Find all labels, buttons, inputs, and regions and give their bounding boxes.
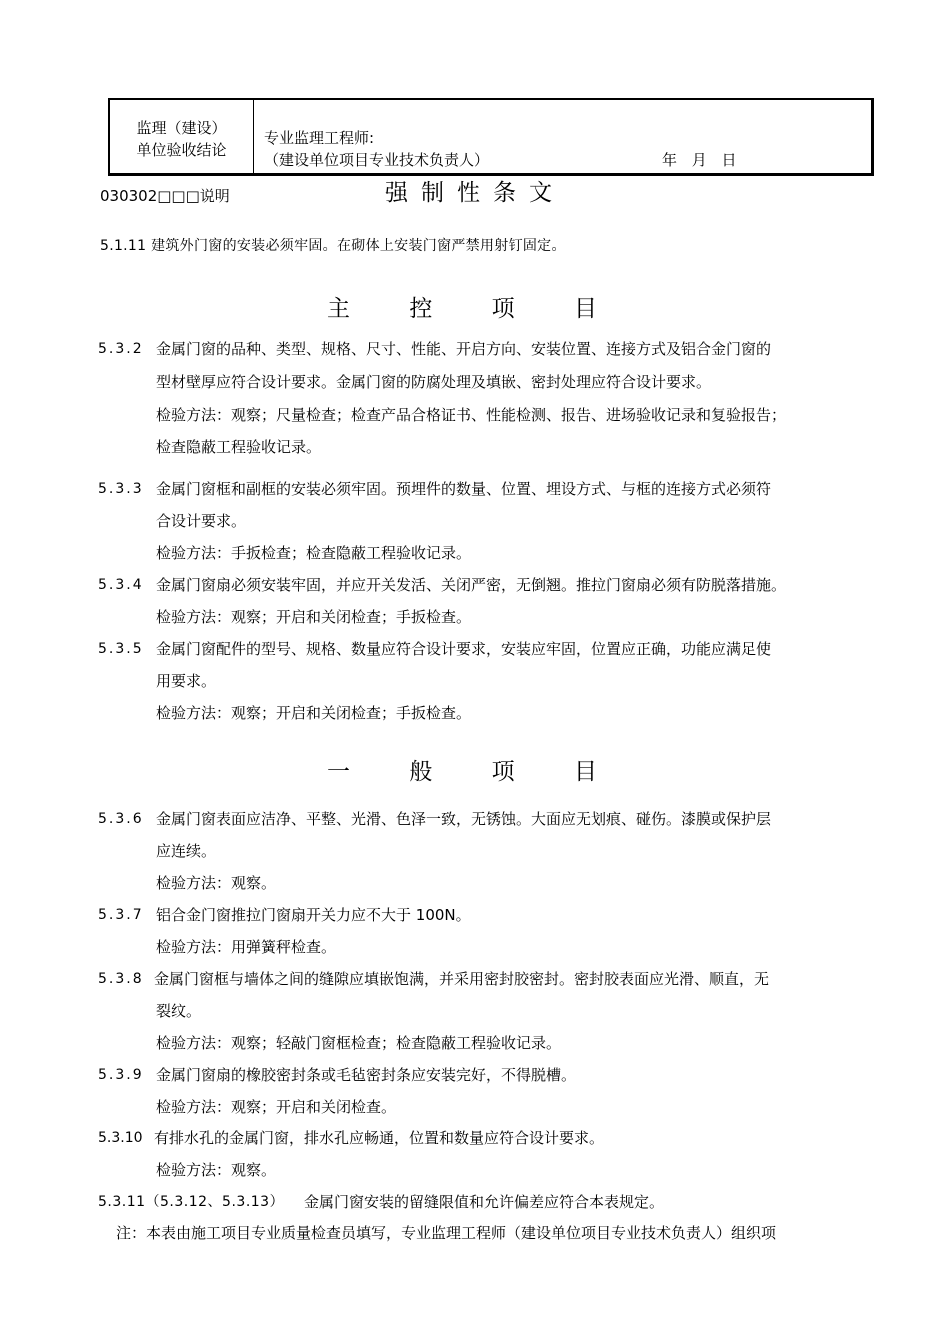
item-text-line: 合设计要求。	[156, 512, 247, 530]
item-number: 5.3.6	[98, 811, 144, 827]
signoff-label-line1: 监理（建设）	[136, 119, 227, 137]
table-note: 注：本表由施工项目专业质量检查员填写，专业监理工程师（建设单位项目专业技术负责人）组织项	[116, 1224, 777, 1242]
item-method-line: 检验方法：观察；开启和关闭检查。	[156, 1098, 397, 1116]
code-line: 030302□□□说明	[100, 187, 230, 205]
engineer-label: 专业监理工程师:	[264, 129, 375, 147]
item-number: 5.3.11（5.3.12、5.3.13）	[98, 1194, 285, 1210]
owner-label: （建设单位项目专业技术负责人）	[264, 151, 490, 169]
item-text-line: 金属门窗配件的型号、规格、数量应符合设计要求，安装应牢固，位置应正确，功能应满足使	[156, 640, 772, 658]
mandatory-item: 5.1.11 建筑外门窗的安装必须牢固。在砌体上安装门窗严禁用射钉固定。	[100, 238, 566, 254]
signoff-table	[108, 98, 874, 176]
item-method-line: 检查隐蔽工程验收记录。	[156, 438, 322, 456]
item-method-line: 检验方法：用弹簧秤检查。	[156, 938, 337, 956]
item-text-line: 铝合金门窗推拉门窗扇开关力应不大于 100N。	[156, 906, 471, 924]
item-text-line: 用要求。	[156, 672, 217, 690]
item-number: 5.3.9	[98, 1067, 144, 1083]
item-number: 5.3.5	[98, 641, 144, 657]
item-method-line: 检验方法：观察；开启和关闭检查；手扳检查。	[156, 704, 472, 722]
signoff-content	[264, 127, 489, 171]
item-number: 5.3.2	[98, 341, 144, 357]
item-method-line: 检验方法：观察。	[156, 874, 277, 892]
item-method-line: 检验方法：观察；尺量检查；检查产品合格证书、性能检测、报告、进场验收记录和复验报告；	[156, 406, 787, 424]
item-method-line: 检验方法：观察；开启和关闭检查；手扳检查。	[156, 608, 472, 626]
item-text-line: 应连续。	[156, 842, 217, 860]
item-number: 5.3.8	[98, 971, 144, 987]
general-title: 一 般 项 目	[327, 759, 623, 785]
item-number: 5.3.10	[98, 1130, 143, 1146]
mandatory-title: 强制性条文	[385, 180, 565, 206]
item-method-line: 检验方法：观察。	[156, 1161, 277, 1179]
item-text-line: 金属门窗框和副框的安装必须牢固。预埋件的数量、位置、埋设方式、与框的连接方式必须符	[156, 480, 772, 498]
item-text-line: 金属门窗表面应洁净、平整、光滑、色泽一致，无锈蚀。大面应无划痕、碰伤。漆膜或保护层	[156, 810, 772, 828]
item-text-line: 金属门窗框与墙体之间的缝隙应填嵌饱满，并采用密封胶密封。密封胶表面应光滑、顺直，无	[154, 970, 770, 988]
item-text-line: 金属门窗安装的留缝限值和允许偏差应符合本表规定。	[304, 1193, 665, 1211]
item-method-line: 检验方法：手扳检查；检查隐蔽工程验收记录。	[156, 544, 472, 562]
item-method-line: 检验方法：观察；轻敲门窗框检查；检查隐蔽工程验收记录。	[156, 1034, 562, 1052]
item-text-line: 裂纹。	[156, 1002, 202, 1020]
item-text-line: 金属门窗扇的橡胶密封条或毛毡密封条应安装完好，不得脱槽。	[156, 1066, 577, 1084]
item-text-line: 金属门窗扇必须安装牢固，并应开关发活、关闭严密，无倒翘。推拉门窗扇必须有防脱落措施。	[156, 576, 787, 594]
item-number: 5.3.4	[98, 577, 144, 593]
main-control-title: 主 控 项 目	[327, 296, 623, 322]
date-label: 年 月 日	[662, 151, 737, 169]
item-text-line: 金属门窗的品种、类型、规格、尺寸、性能、开启方向、安装位置、连接方式及铝合金门窗的	[156, 340, 772, 358]
signoff-label-cell	[110, 100, 254, 173]
item-text-line: 型材壁厚应符合设计要求。金属门窗的防腐处理及填嵌、密封处理应符合设计要求。	[156, 373, 712, 391]
signoff-label-line2: 单位验收结论	[136, 141, 227, 159]
item-text-line: 有排水孔的金属门窗，排水孔应畅通，位置和数量应符合设计要求。	[154, 1129, 605, 1147]
item-number: 5.3.7	[98, 907, 144, 923]
item-number: 5.3.3	[98, 481, 144, 497]
